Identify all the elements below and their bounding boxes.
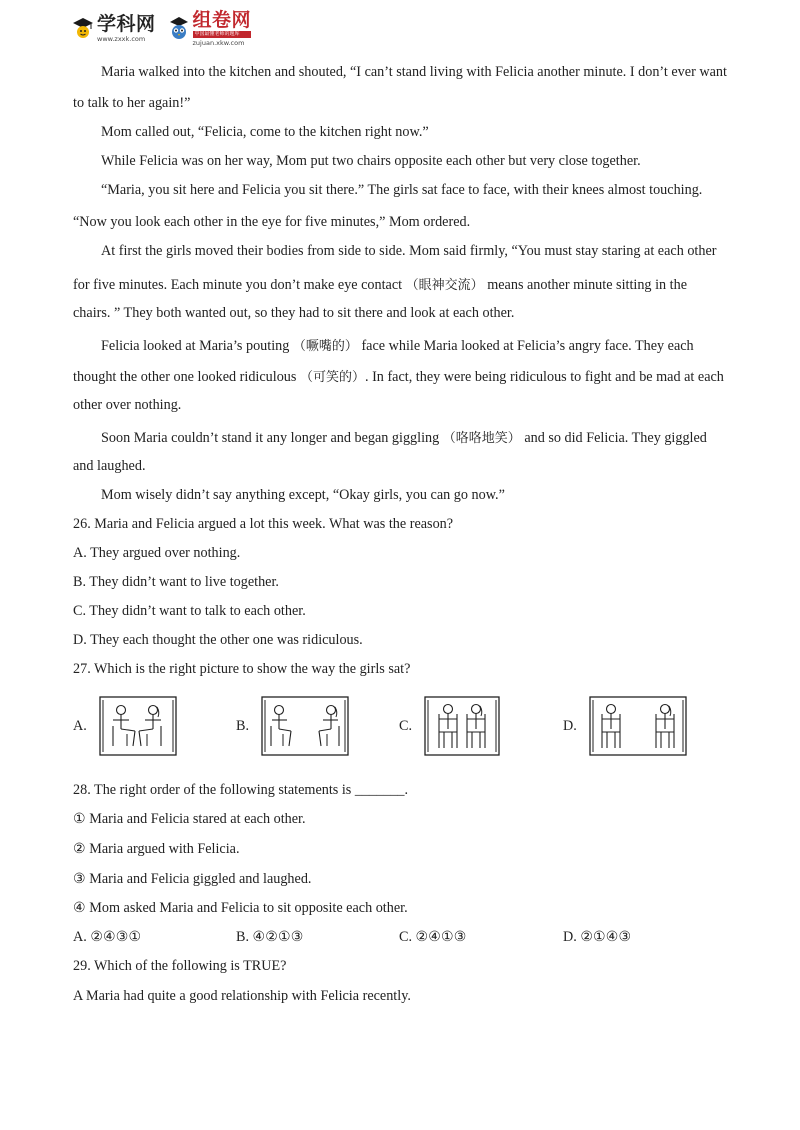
passage-line: to talk to her again!” xyxy=(73,95,191,111)
logo2-url: zujuan.xkw.com xyxy=(192,39,245,48)
header-logos xyxy=(72,10,251,48)
girls-facing-apart-picture xyxy=(261,696,349,756)
q26-option-c[interactable]: C. They didn’t want to talk to each other. xyxy=(73,603,306,619)
passage-line: At first the girls moved their bodies from side to side. Mom said firmly, “You must stay staring at each other xyxy=(101,243,717,259)
passage-line: “Now you look each other in the eye for five minutes,” Mom ordered. xyxy=(73,214,471,230)
passage-line: and laughed. xyxy=(73,458,146,474)
passage-line xyxy=(101,427,707,447)
q26-option-b[interactable]: B. They didn’t want to live together. xyxy=(73,574,279,590)
q29-option-a[interactable]: A Maria had quite a good relationship with Felicia recently. xyxy=(73,988,411,1004)
passage-line xyxy=(101,335,694,355)
q28-option-c[interactable]: C. ②④①③ xyxy=(399,929,467,945)
passage-line xyxy=(73,274,687,294)
graduate-icon xyxy=(72,16,94,42)
text-run: face while Maria looked at Felicia’s angry face. They each xyxy=(357,338,694,354)
q26-option-a[interactable]: A. They argued over nothing. xyxy=(73,545,241,561)
q26-option-d[interactable]: D. They each thought the other one was ridiculous. xyxy=(73,632,363,648)
passage-line: Mom called out, “Felicia, come to the kitchen right now.” xyxy=(101,124,429,140)
owl-icon xyxy=(168,16,190,42)
q27-option-a[interactable] xyxy=(73,696,177,756)
option-label: D. xyxy=(563,717,577,734)
logo2-name: 组卷网 xyxy=(192,9,252,32)
q28-option-a[interactable]: A. ②④③① xyxy=(73,929,142,945)
passage-line: Maria walked into the kitchen and shouted, “I can’t stand living with Felicia another minute. I don’t ever want xyxy=(101,64,727,80)
q28-option-d[interactable]: D. ②①④③ xyxy=(563,929,632,945)
girls-facing-close-picture xyxy=(99,696,177,756)
text-run: and so did Felicia. They giggled xyxy=(520,430,707,446)
zujuan-logo xyxy=(168,11,252,47)
logo1-name: 学科网 xyxy=(97,13,156,36)
zxxk-logo xyxy=(72,15,156,43)
passage-line: Mom wisely didn’t say anything except, “Okay girls, you can go now.” xyxy=(101,487,505,503)
q28-statement-2: ② Maria argued with Felicia. xyxy=(73,841,240,857)
chinese-gloss: （眼神交流） xyxy=(405,278,484,293)
text-run: thought the other one looked ridiculous xyxy=(73,369,300,385)
chinese-gloss: （可笑的） xyxy=(299,370,365,385)
text-run: Felicia looked at Maria’s pouting xyxy=(101,338,293,354)
girls-front-close-picture xyxy=(424,696,500,756)
text-run: Soon Maria couldn’t stand it any longer and began giggling xyxy=(101,430,443,446)
q28-statement-1: ① Maria and Felicia stared at each other. xyxy=(73,811,306,827)
passage-line: While Felicia was on her way, Mom put two chairs opposite each other but very close together. xyxy=(101,153,641,169)
chinese-gloss: （咯咯地笑） xyxy=(442,431,521,446)
option-label: B. xyxy=(236,717,250,734)
passage-line: other over nothing. xyxy=(73,397,182,413)
q27-option-b[interactable] xyxy=(236,696,349,756)
passage-line: “Maria, you sit here and Felicia you sit there.” The girls sat face to face, with their knees almost touching. xyxy=(101,182,703,198)
question-28-stem: 28. The right order of the following statements is _______. xyxy=(73,782,409,798)
text-run: means another minute sitting in the xyxy=(483,277,687,293)
q28-option-b[interactable]: B. ④②①③ xyxy=(236,929,304,945)
girls-front-apart-picture xyxy=(589,696,687,756)
option-label: C. xyxy=(399,717,413,734)
chinese-gloss: （噘嘴的） xyxy=(292,339,358,354)
q27-option-d[interactable] xyxy=(563,696,687,756)
q28-statement-3: ③ Maria and Felicia giggled and laughed. xyxy=(73,871,312,887)
option-label: A. xyxy=(73,717,87,734)
logo2-tag: 中国最懂老师的题库 xyxy=(193,31,252,38)
question-29-stem: 29. Which of the following is TRUE? xyxy=(73,958,287,974)
passage-line: chairs. ” They both wanted out, so they had to sit there and look at each other. xyxy=(73,305,515,321)
logo1-url: www.zxxk.com xyxy=(97,35,146,44)
question-26-stem: 26. Maria and Felicia argued a lot this week. What was the reason? xyxy=(73,516,454,532)
question-27-stem: 27. Which is the right picture to show the way the girls sat? xyxy=(73,661,411,677)
passage-line xyxy=(73,366,724,386)
q27-option-c[interactable] xyxy=(399,696,500,756)
text-run: . In fact, they were being ridiculous to fight and be mad at each xyxy=(364,369,724,385)
q28-statement-4: ④ Mom asked Maria and Felicia to sit opposite each other. xyxy=(73,900,408,916)
text-run: for five minutes. Each minute you don’t make eye contact xyxy=(73,277,406,293)
